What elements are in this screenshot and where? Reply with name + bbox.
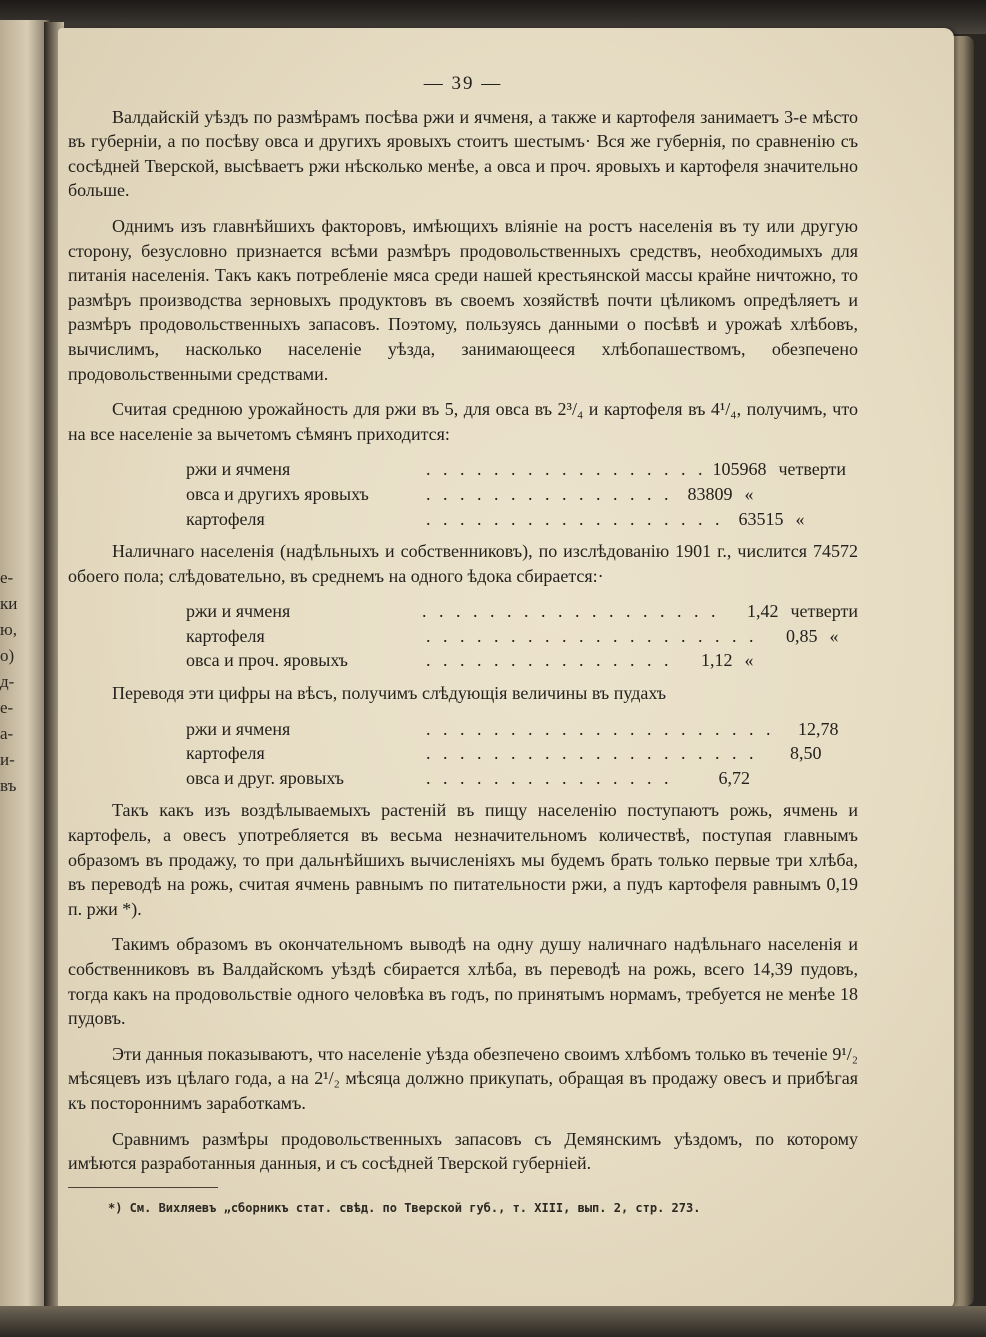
footnote-rule: [68, 1187, 218, 1188]
row-leader-dots: . . . . . . . . . . . . . . . . . . . .: [426, 625, 758, 646]
row-unit: четверти: [778, 459, 847, 480]
page-content: [68, 72, 858, 1220]
paragraph-food-factors: Однимъ изъ главнѣйшихъ факторовъ, имѣющихъ вліяніе на ростъ населенія въ ту или другую сторону, безусловно признается всѣми размѣръ продовольственныхъ средствъ, необходимыхъ для питанія населенія. Такъ какъ потребленіе мяса среди нашей крестьянской массы крайне ничтожно, то размѣръ производства зерновыхъ продуктовъ въ своемъ хозяйствѣ почти цѣликомъ опредѣляетъ и размѣръ продовольственныхъ запасовъ. Поэтому, пользуясь данными о посѣвѣ и урожаѣ хлѣбовъ, вычислимъ, насколько населеніе уѣзда, занимающееся хлѣбопашествомъ, обезпечено продовольственными средствами.: [68, 215, 858, 384]
row-value: 63515: [738, 508, 784, 529]
row-unit: «: [744, 483, 754, 504]
paragraph-months-supply: Эти данныя показываютъ, что населеніе уѣзда обезпечено своимъ хлѣбомъ только въ теченіе 9¹/₂ мѣсяцевъ изъ цѣлаго года, а на 2¹/₂ мѣсяца должно прикупать, обращая въ продажу овесъ и прибѣгая къ постороннимъ заработкамъ.: [68, 1043, 858, 1113]
table-row: [68, 482, 858, 507]
row-name: ржи и ячменя: [186, 459, 291, 480]
footnote: *) См. Вихляевъ „сборникъ стат. свѣд. по Тверской губ., т. XIII, вып. 2, стр. 273.: [108, 1200, 701, 1215]
page-number: — 39 —: [423, 73, 503, 94]
row-leader-dots: . . . . . . . . . . . . . . . . . . . . .: [426, 718, 775, 739]
row-value: 6,72: [718, 767, 750, 788]
row-leader-dots: . . . . . . . . . . . . . . .: [426, 483, 673, 504]
row-leader-dots: . . . . . . . . . . . . . . . . . .: [426, 508, 724, 529]
left-fragment: о): [0, 646, 15, 665]
left-fragment: е-: [0, 568, 14, 587]
row-leader-dots: . . . . . . . . . . . . . . .: [426, 767, 673, 788]
table-row: [68, 741, 858, 766]
left-fragment: ки: [0, 594, 18, 613]
row-unit: четверти: [790, 601, 858, 622]
paragraph-population: Наличнаго населенія (надѣльныхъ и собственниковъ), по изслѣдованію 1901 г., числится 74572 обоего пола; слѣдовательно, въ среднемъ на одного ѣдока сбирается:·: [68, 541, 858, 586]
row-leader-dots: . . . . . . . . . . . . . . . . . .: [421, 601, 720, 622]
row-leader-dots: . . . . . . . . . . . . . . . . .: [426, 459, 707, 480]
row-leader-dots: . . . . . . . . . . . . . . . . . . . .: [426, 743, 758, 764]
row-name: овса и друг. яровыхъ: [186, 767, 344, 788]
table-row: [68, 599, 858, 624]
row-value: 83809: [687, 483, 733, 504]
row-value: 1,42: [746, 601, 779, 622]
paragraph-weight-conversion: Переводя эти цифры на вѣсъ, получимъ слѣдующія величины въ пудахъ: [112, 683, 667, 704]
left-fragment: е-: [0, 698, 14, 717]
paragraph-valdai-sowing: Валдайскій уѣздъ по размѣрамъ посѣва ржи и ячменя, а также и картофеля занимаетъ 3-е мѣсто въ губерніи, а по посѣву овса и другихъ яровыхъ стоитъ шестымъ· Вся же губернія, по сравненію съ сосѣдней Тверской, высѣваетъ ржи нѣсколько менѣе, а овса и проч. яровыхъ и картофеля значительно больше.: [68, 106, 858, 201]
row-value: 105968: [712, 459, 767, 480]
table-row: [68, 717, 858, 742]
table-row: [68, 766, 858, 791]
left-fragment: а-: [0, 724, 14, 743]
left-fragment: въ: [0, 776, 17, 795]
row-value: 0,85: [786, 625, 818, 646]
row-name: картофеля: [186, 508, 265, 529]
row-unit: «: [744, 650, 754, 671]
bottom-shadow: [0, 1306, 986, 1337]
row-name: овса и проч. яровыхъ: [186, 650, 348, 671]
row-name: овса и другихъ яровыхъ: [186, 483, 369, 504]
paragraph-yield-assumption: Считая среднюю урожайность для ржи въ 5, для овса въ 2³/₄ и картофеля въ 4¹/₄, получимъ, что на все населеніе за вычетомъ сѣмянъ приходится:: [68, 399, 858, 444]
row-leader-dots: . . . . . . . . . . . . . . .: [426, 650, 673, 671]
row-name: картофеля: [186, 625, 265, 646]
row-value: 12,78: [798, 718, 839, 739]
row-name: картофеля: [186, 743, 265, 764]
row-value: 1,12: [701, 650, 733, 671]
left-page-text-fragments: [0, 565, 30, 799]
table-poods: [68, 717, 858, 791]
left-page-edge: [0, 20, 50, 1320]
row-unit: «: [795, 508, 805, 529]
table-row: [68, 457, 858, 482]
left-fragment: ю,: [0, 620, 17, 639]
row-unit: «: [829, 625, 839, 646]
table-totals: [68, 457, 858, 531]
table-row: [68, 507, 858, 532]
paragraph-comparison: Сравнимъ размѣры продовольственныхъ запасовъ съ Демянскимъ уѣздомъ, по которому имѣются разработанныя данныя, и съ сосѣдней Тверской губерніей.: [68, 1128, 858, 1174]
left-fragment: д-: [0, 672, 15, 691]
row-value: 8,50: [790, 743, 822, 764]
row-name: ржи и ячменя: [186, 718, 291, 739]
table-row: [68, 624, 858, 649]
table-per-capita: [68, 599, 858, 673]
row-name: ржи и ячменя: [186, 601, 291, 622]
table-row: [68, 648, 858, 673]
left-fragment: и-: [0, 750, 15, 769]
paragraph-grain-calculation: Такъ какъ изъ воздѣлываемыхъ растеній въ пищу населенію поступаютъ рожь, ячмень и картофель, а овесъ употребляется въ весьма незначительномъ количествѣ, поступая главнымъ образомъ въ продажу, то при дальнѣйшихъ вычисленіяхъ мы будемъ брать только первые три хлѣба, въ переводѣ на рожь, считая ячмень равнымъ по питательности ржи, а пудъ картофеля равнымъ 0,19 п. ржи *).: [68, 800, 858, 919]
paragraph-final-result: Такимъ образомъ въ окончательномъ выводѣ на одну душу наличнаго надѣльнаго населенія и собственниковъ въ Валдайскомъ уѣздѣ сбирается хлѣба, въ переводѣ на рожь, всего 14,39 пудовъ, тогда какъ на продовольствіе одного человѣка въ годъ, по принятымъ нормамъ, требуется не менѣе 18 пудовъ.: [68, 934, 858, 1029]
